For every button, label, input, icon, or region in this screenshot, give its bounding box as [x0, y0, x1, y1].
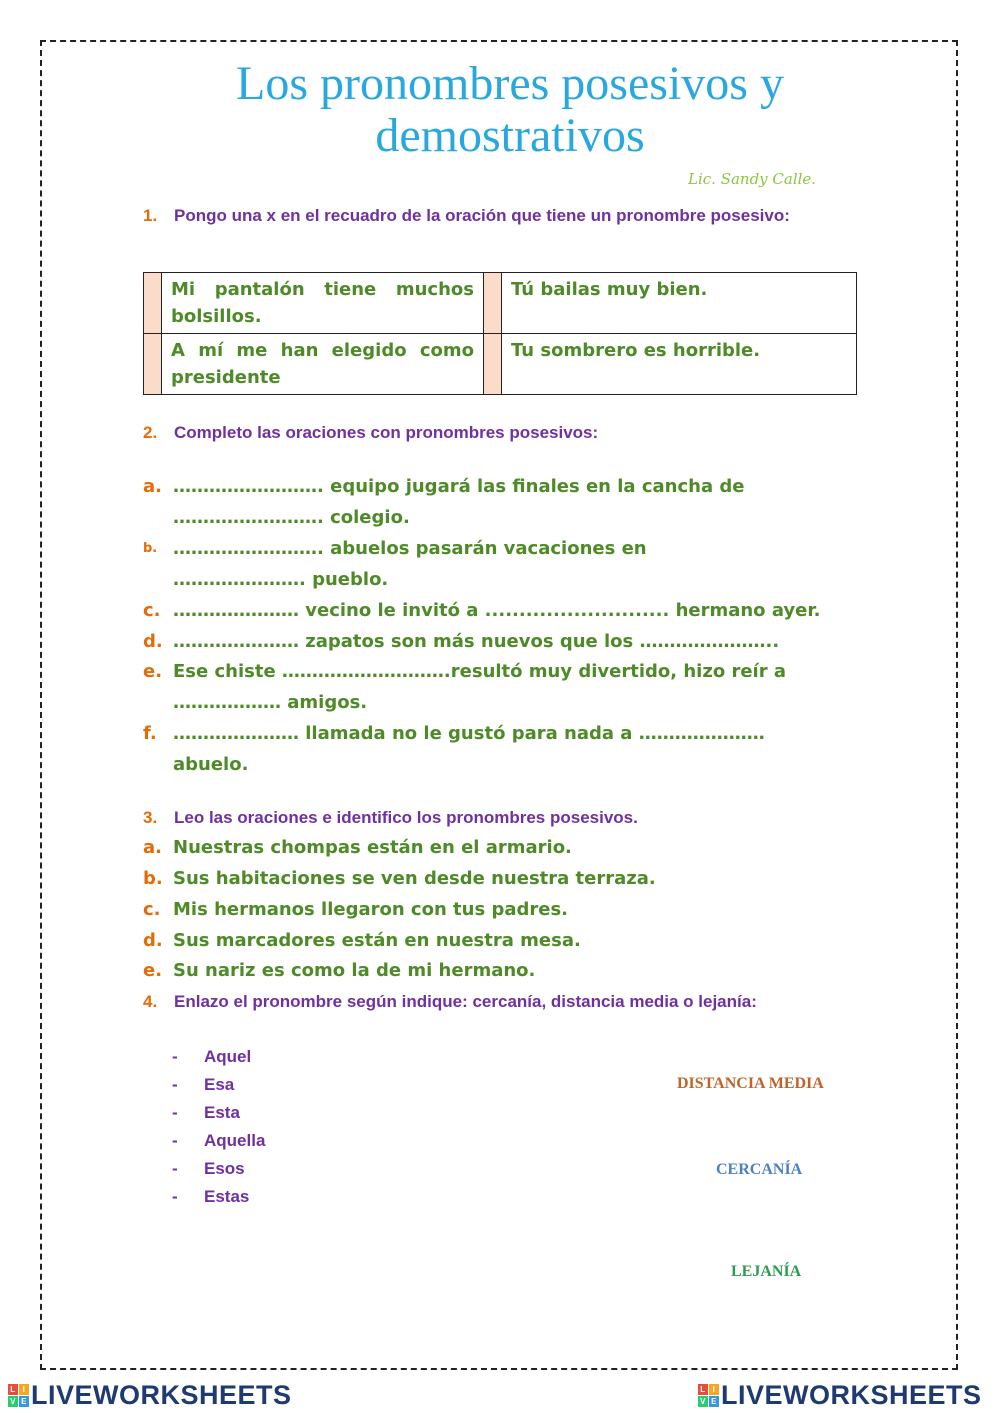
bullet-dash: - — [172, 1131, 178, 1150]
sentence-cell: A mí me han elegido como presidente — [162, 334, 484, 395]
fill-in-item-c — [143, 595, 856, 626]
fill-in-item-e — [143, 656, 856, 718]
brand-name: LIVEWORKSHEETS — [721, 1380, 982, 1410]
question-2 — [143, 419, 856, 447]
item-letter: d. — [143, 631, 163, 652]
fill-in-item-b — [143, 533, 856, 595]
question-text: Leo las oraciones e identifico los pronombres posesivos. — [174, 808, 638, 827]
question-3 — [143, 804, 856, 832]
sentence-cell: Mi pantalón tiene muchos bolsillos. — [162, 273, 484, 334]
sentence-item — [143, 832, 856, 863]
liveworksheets-logo-icon: L I V E — [698, 1384, 719, 1407]
item-letter: e. — [143, 661, 163, 682]
item-letter: d. — [143, 930, 163, 951]
question-number: 2. — [143, 423, 158, 442]
pronoun-text: Esa — [204, 1075, 235, 1094]
pronoun-text: Estas — [204, 1187, 250, 1206]
bullet-dash: - — [172, 1159, 178, 1178]
liveworksheets-logo-icon: L I V E — [8, 1384, 29, 1407]
answer-checkbox[interactable] — [484, 273, 502, 334]
sentence-cell: Tú bailas muy bien. — [502, 273, 857, 334]
item-line-2[interactable]: …………………. pueblo. — [173, 569, 389, 590]
pronoun-item[interactable] — [172, 1187, 249, 1207]
bullet-dash: - — [172, 1187, 178, 1206]
sentence-cell: Tu sombrero es horrible. — [502, 334, 857, 395]
item-line-1[interactable]: ……………………. equipo jugará las finales en la cancha de — [173, 476, 745, 497]
item-letter: a. — [143, 476, 162, 497]
item-line-1[interactable]: ………………… zapatos son más nuevos que los ………………….. — [173, 631, 780, 652]
bullet-dash: - — [172, 1047, 178, 1066]
item-letter: b. — [143, 541, 158, 556]
sentence-text[interactable]: Sus marcadores están en nuestra mesa. — [173, 930, 581, 951]
question-1 — [143, 202, 856, 230]
pronoun-text: Esos — [204, 1159, 245, 1178]
pronoun-text: Esta — [204, 1103, 240, 1122]
author-signature: Lic. Sandy Calle. — [688, 170, 817, 188]
question-text: Completo las oraciones con pronombres posesivos: — [174, 423, 599, 442]
sentence-item — [143, 894, 856, 925]
bullet-dash: - — [172, 1075, 178, 1094]
sentence-text[interactable]: Mis hermanos llegaron con tus padres. — [173, 899, 568, 920]
sentence-text[interactable]: Nuestras chompas están en el armario. — [173, 837, 572, 858]
question-4 — [143, 988, 856, 1016]
item-letter: b. — [143, 868, 163, 889]
answer-checkbox[interactable] — [484, 334, 502, 395]
item-line-2[interactable]: ……………… amigos. — [173, 692, 368, 713]
fill-in-item-f — [143, 718, 856, 780]
item-letter: c. — [143, 899, 161, 920]
label-lejania[interactable]: LEJANÍA — [731, 1263, 802, 1280]
item-line-1[interactable]: ……………………. abuelos pasarán vacaciones en — [173, 538, 647, 559]
brand-footer-right — [698, 1380, 982, 1411]
pronoun-text: Aquel — [204, 1047, 252, 1066]
sentence-text[interactable]: Su nariz es como la de mi hermano. — [173, 960, 536, 981]
sentence-text[interactable]: Sus habitaciones se ven desde nuestra terraza. — [173, 868, 656, 889]
page-title: Los pronombres posesivos y demostrativos — [236, 57, 784, 162]
answer-checkbox[interactable] — [144, 334, 162, 395]
item-line-1[interactable]: ………………… llamada no le gustó para nada a ………………… — [173, 723, 765, 744]
question-number: 3. — [143, 808, 158, 827]
item-line-1[interactable]: ………………… vecino le invitó a ........................... hermano ayer. — [173, 600, 821, 621]
item-line-2[interactable]: ……………………. colegio. — [173, 507, 410, 528]
pronoun-item[interactable] — [172, 1131, 265, 1151]
sentence-item — [143, 863, 856, 894]
possessive-choice-table — [143, 272, 857, 395]
pronoun-item[interactable] — [172, 1103, 240, 1123]
item-letter: f. — [143, 723, 157, 744]
pronoun-item[interactable] — [172, 1159, 245, 1179]
item-line-2[interactable]: abuelo. — [173, 754, 249, 775]
sentence-item — [143, 925, 856, 956]
bullet-dash: - — [172, 1103, 178, 1122]
pronoun-text: Aquella — [204, 1131, 266, 1150]
question-text: Pongo una x en el recuadro de la oración que tiene un pronombre posesivo: — [174, 206, 790, 225]
item-letter: e. — [143, 960, 163, 981]
label-cercania[interactable]: CERCANÍA — [716, 1161, 803, 1178]
label-distancia-media[interactable]: DISTANCIA MEDIA — [677, 1075, 824, 1092]
item-line-1[interactable]: Ese chiste ……………………….resultó muy divertido, hizo reír a — [173, 661, 787, 682]
table-row — [144, 273, 857, 334]
item-letter: a. — [143, 837, 162, 858]
pronoun-item[interactable] — [172, 1075, 234, 1095]
item-letter: c. — [143, 600, 161, 621]
answer-checkbox[interactable] — [144, 273, 162, 334]
fill-in-item-d — [143, 626, 856, 657]
brand-name: LIVEWORKSHEETS — [31, 1380, 292, 1410]
table-row — [144, 334, 857, 395]
question-number: 1. — [143, 206, 158, 225]
pronoun-item[interactable] — [172, 1047, 251, 1067]
question-number: 4. — [143, 992, 158, 1011]
fill-in-item-a — [143, 471, 856, 533]
brand-footer-left — [8, 1380, 292, 1411]
question-text: Enlazo el pronombre según indique: cercanía, distancia media o lejanía: — [174, 992, 757, 1011]
sentence-item — [143, 955, 856, 986]
